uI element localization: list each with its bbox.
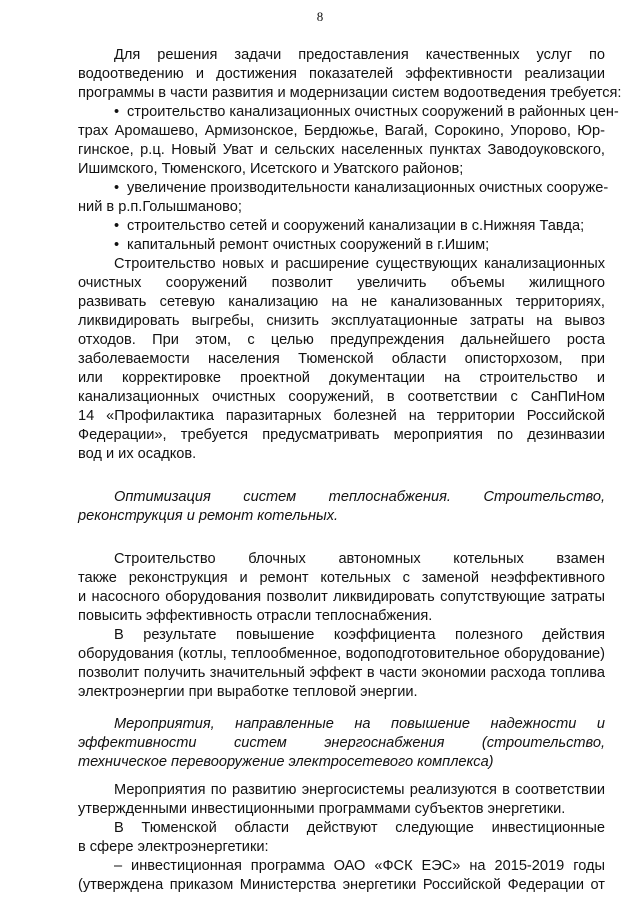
heading-line: техническое перевооружение электросетевого комплекса) bbox=[78, 754, 494, 770]
text-line: и насосного оборудования позволит ликвидировать сопутствующие затраты bbox=[78, 589, 605, 605]
text-line: (утверждена приказом Министерства энергетики Российской Федерации от bbox=[78, 877, 605, 893]
text-line: Строительство блочных автономных котельных взамен bbox=[114, 551, 605, 567]
text-line: Ишимского, Тюменского, Исетского и Уватского районов; bbox=[78, 161, 464, 177]
text-line: В Тюменской области действуют следующие инвестиционные bbox=[114, 820, 605, 836]
text-line: ликвидировать выгребы, снизить эксплуатационные затраты на вывоз bbox=[78, 313, 605, 329]
heading-line: Мероприятия, направленные на повышение надежности и bbox=[114, 716, 605, 732]
text-line: ний в р.п.Голышманово; bbox=[78, 199, 242, 215]
page-number: 8 bbox=[316, 9, 324, 24]
text-line: оборудования (котлы, теплообменное, водоподготовительное оборудование) bbox=[78, 646, 605, 662]
text-line: заболеваемости населения Тюменской области описторхозом, при bbox=[78, 351, 605, 367]
heading-line: эффективности систем энергоснабжения (строительство, bbox=[78, 735, 605, 751]
text-line: Мероприятия по развитию энергосистемы реализуются в соответствии bbox=[114, 782, 605, 798]
text-line: водоотведению и достижения показателей эффективности реализации bbox=[78, 66, 605, 82]
text-line: вод и их осадков. bbox=[78, 446, 197, 462]
list-item: • строительство канализационных очистных сооружений в районных цен- bbox=[127, 104, 619, 121]
list-item: • увеличение производительности канализационных очистных сооруже- bbox=[127, 180, 608, 197]
text-line: отходов. При этом, с целью предупреждения дальнейшего роста bbox=[78, 332, 605, 348]
text-line: канализационных очистных сооружений, в соответствии с СанПиНом bbox=[78, 389, 605, 405]
text-line: или корректировке проектной документации на строительство и bbox=[78, 370, 605, 386]
list-item: • капитальный ремонт очистных сооружений в г.Ишим; bbox=[127, 237, 489, 254]
text-line: В результате повышение коэффициента полезного действия bbox=[114, 627, 605, 643]
text-line: программы в части развития и модернизации систем водоотведения требуется: bbox=[78, 85, 622, 101]
text-line: позволит получить значительный эффект в части экономии расхода топлива bbox=[78, 665, 605, 681]
text-line: Федерации», требуется предусматривать мероприятия по дезинвазии bbox=[78, 427, 605, 443]
text-line: очистных сооружений позволит увеличить объемы жилищного bbox=[78, 275, 605, 291]
text-line: трах Аромашево, Армизонское, Бердюжье, Вагай, Сорокино, Упорово, Юр- bbox=[78, 123, 605, 139]
text-line: утвержденными инвестиционными программами субъектов энергетики. bbox=[78, 801, 566, 817]
text-line: Строительство новых и расширение существующих канализационных bbox=[114, 256, 605, 272]
text-line: электроэнергии при выработке тепловой энергии. bbox=[78, 684, 418, 700]
text-line: Для решения задачи предоставления качественных услуг по bbox=[114, 47, 605, 63]
text-line: развивать сетевую канализацию на не канализованных территориях, bbox=[78, 294, 605, 310]
text-line: в сфере электроэнергетики: bbox=[78, 839, 269, 855]
text-line: 14 «Профилактика паразитарных болезней на территории Российской bbox=[78, 408, 605, 424]
text-line: также реконструкция и ремонт котельных с заменой неэффективного bbox=[78, 570, 605, 586]
heading-line: Оптимизация систем теплоснабжения. Строительство, bbox=[114, 489, 605, 505]
text-line: повысить эффективность отрасли теплоснабжения. bbox=[78, 608, 433, 624]
list-item: • строительство сетей и сооружений канализации в с.Нижняя Тавда; bbox=[127, 218, 584, 235]
heading-line: реконструкция и ремонт котельных. bbox=[78, 508, 339, 524]
list-item: – инвестиционная программа ОАО «ФСК ЕЭС» на 2015-2019 годы bbox=[114, 858, 605, 874]
text-line: гинское, р.ц. Новый Уват и сельских населенных пунктах Заводоуковского, bbox=[78, 142, 605, 158]
